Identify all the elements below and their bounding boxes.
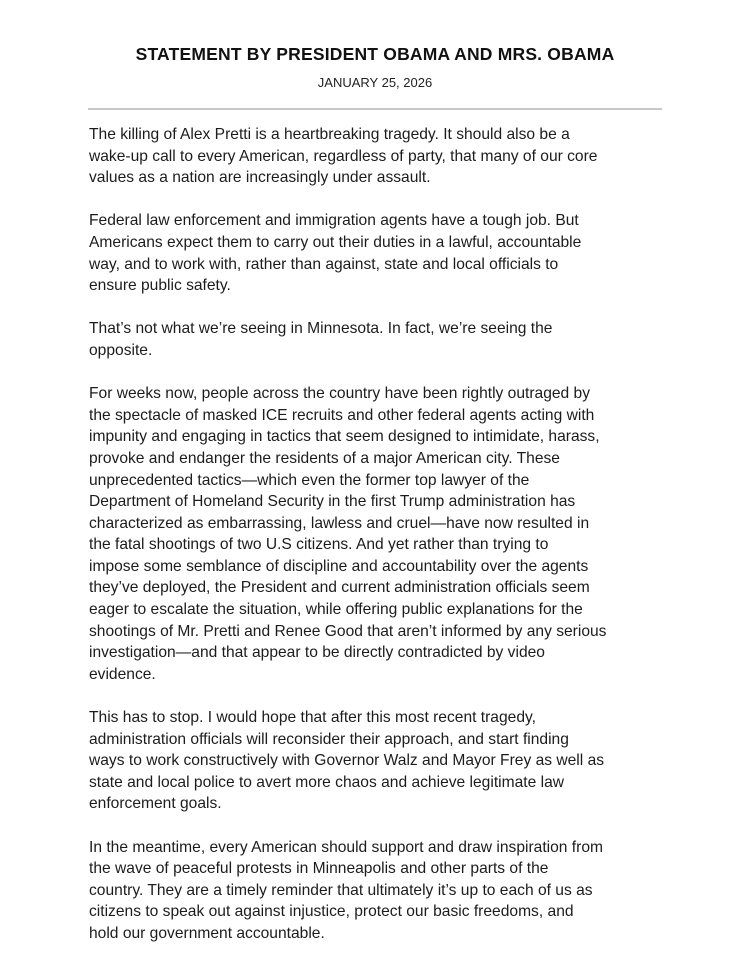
text-line: characterized as embarrassing, lawless and cruel—have now resulted in	[89, 514, 590, 532]
text-line: country. They are a timely reminder that ultimately it’s up to each of us as	[89, 881, 593, 899]
paragraph-6	[89, 837, 689, 945]
paragraph-1	[89, 124, 689, 189]
text-line: The killing of Alex Pretti is a heartbreaking tragedy. It should also be a	[89, 126, 570, 143]
text-line: citizens to speak out against injustice, protect our basic freedoms, and	[89, 903, 574, 921]
text-line: enforcement goals.	[89, 795, 222, 813]
text-line: evidence.	[89, 665, 156, 683]
paragraph-2	[89, 210, 689, 296]
paragraph-3	[89, 318, 689, 361]
text-line: Federal law enforcement and immigration agents have a tough job. But	[89, 212, 579, 230]
text-line: they’ve deployed, the President and current administration officials seem	[89, 579, 590, 597]
text-line: the wave of peaceful protests in Minneapolis and other parts of the	[89, 860, 549, 878]
text-line: impunity and engaging in tactics that seem designed to intimidate, harass,	[89, 428, 600, 446]
text-line: the spectacle of masked ICE recruits and other federal agents acting with	[89, 406, 595, 424]
text-line: provoke and endanger the residents of a major American city. These	[89, 449, 560, 467]
text-line: This has to stop. I would hope that after this most recent tragedy,	[89, 709, 536, 727]
text-line: eager to escalate the situation, while offering public explanations for the	[89, 601, 583, 619]
text-line: opposite.	[89, 341, 153, 359]
text-line: shootings of Mr. Pretti and Renee Good that aren’t informed by any serious	[89, 622, 607, 640]
text-line: way, and to work with, rather than against, state and local officials to	[89, 255, 559, 273]
text-line: hold our government accountable.	[89, 924, 325, 942]
text-line: state and local police to avert more chaos and achieve legitimate law	[89, 773, 565, 791]
text-line: Americans expect them to carry out their duties in a lawful, accountable	[89, 233, 582, 251]
text-line: impose some semblance of discipline and accountability over the agents	[89, 557, 589, 575]
text-line: values as a nation are increasingly under assault.	[89, 169, 431, 187]
paragraph-5	[89, 707, 689, 815]
text-line: In the meantime, every American should support and draw inspiration from	[89, 838, 603, 856]
text-line: For weeks now, people across the country have been rightly outraged by	[89, 385, 591, 403]
text-line: unprecedented tactics—which even the former top lawyer of the	[89, 471, 530, 489]
text-line: That’s not what we’re seeing in Minnesota. In fact, we’re seeing the	[89, 320, 553, 338]
text-line: the fatal shootings of two U.S citizens. And yet rather than trying to	[89, 536, 549, 554]
text-line: Department of Homeland Security in the first Trump administration has	[89, 493, 576, 511]
statement-title: STATEMENT BY PRESIDENT OBAMA AND MRS. OBAMA	[135, 44, 615, 64]
text-line: ensure public safety.	[89, 277, 231, 295]
text-line: wake-up call to every American, regardless of party, that many of our core	[89, 147, 598, 165]
text-line: administration officials will reconsider their approach, and start finding	[89, 730, 569, 748]
paragraph-4	[89, 383, 689, 685]
header-divider	[88, 108, 662, 110]
statement-body	[89, 124, 689, 966]
text-line: investigation—and that appear to be directly contradicted by video	[89, 644, 545, 662]
statement-date: JANUARY 25, 2026	[317, 75, 433, 90]
text-line: ways to work constructively with Governor Walz and Mayor Frey as well as	[89, 752, 605, 770]
